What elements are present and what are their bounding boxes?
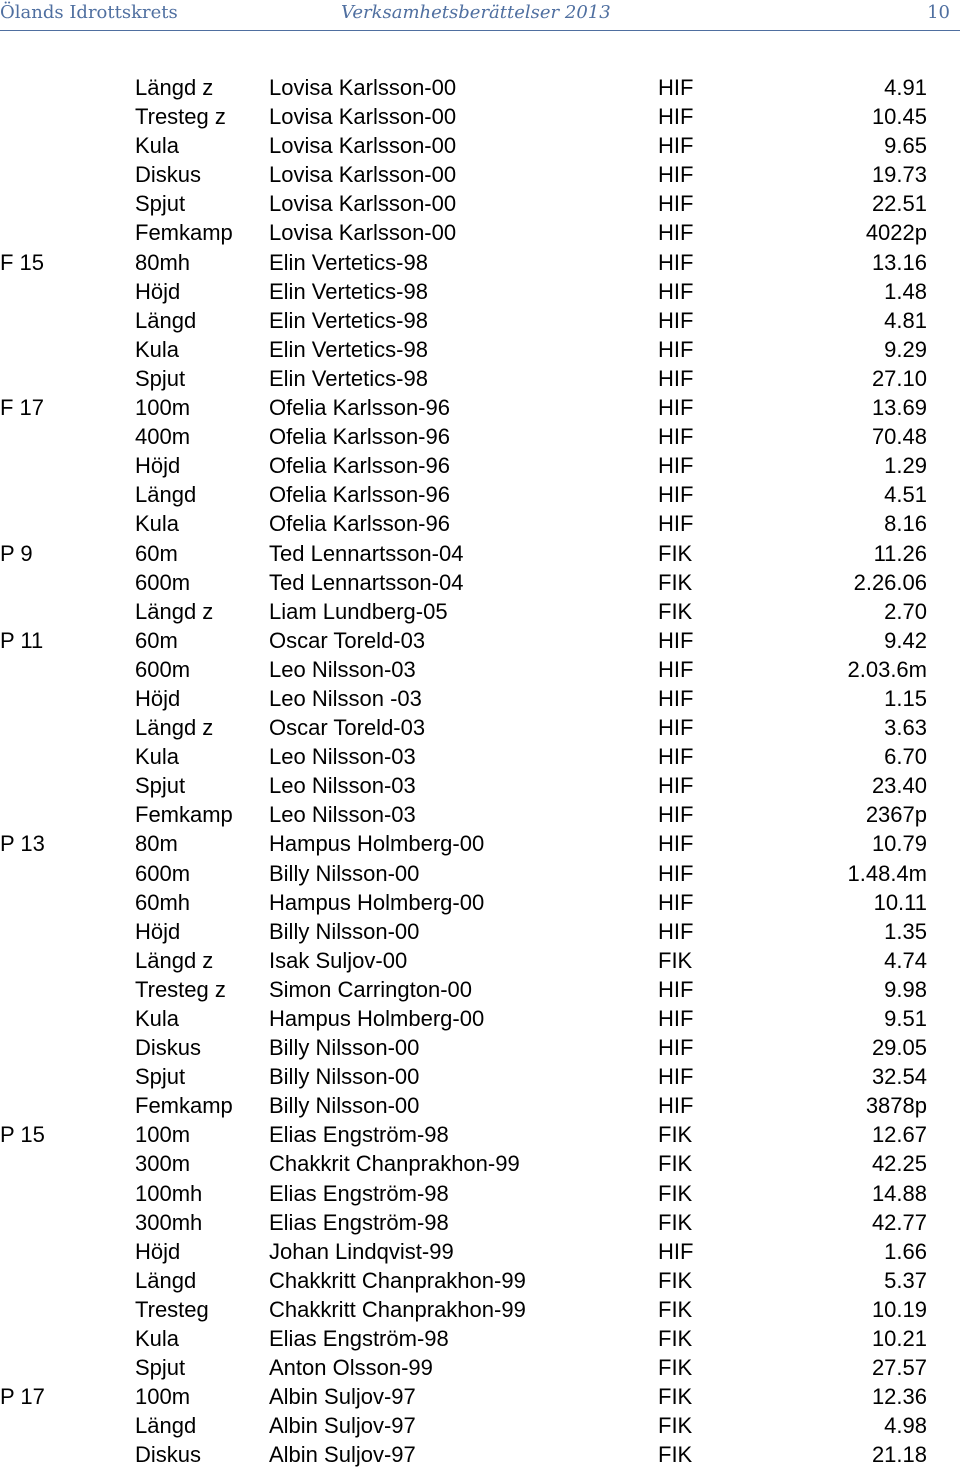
result-cell: 32.54 bbox=[871, 1064, 927, 1090]
club-cell: HIF bbox=[658, 133, 694, 159]
table-row bbox=[0, 859, 960, 888]
athlete-name-cell: Ofelia Karlsson-96 bbox=[269, 453, 450, 479]
event-cell: Höjd bbox=[135, 278, 181, 304]
result-cell: 9.98 bbox=[884, 976, 927, 1002]
result-cell: 4.51 bbox=[884, 482, 927, 508]
club-cell: FIK bbox=[658, 1442, 693, 1468]
table-row bbox=[0, 1266, 960, 1295]
table-row bbox=[0, 393, 960, 422]
table-row bbox=[0, 568, 960, 597]
document-title: Verksamhetsberättelser 2013 bbox=[341, 2, 611, 23]
event-cell: Femkamp bbox=[135, 220, 233, 246]
event-cell: Spjut bbox=[135, 1355, 186, 1381]
result-cell: 1.35 bbox=[884, 918, 927, 944]
club-cell: HIF bbox=[658, 1035, 694, 1061]
athlete-name-cell: Billy Nilsson-00 bbox=[269, 1035, 420, 1061]
event-cell: 80m bbox=[135, 831, 178, 857]
result-cell: 9.42 bbox=[884, 627, 927, 653]
event-cell: 80mh bbox=[135, 249, 191, 275]
athlete-name-cell: Elin Vertetics-98 bbox=[269, 365, 428, 391]
athlete-name-cell: Lovisa Karlsson-00 bbox=[269, 191, 457, 217]
club-cell: HIF bbox=[658, 220, 694, 246]
result-cell: 23.40 bbox=[871, 773, 927, 799]
club-cell: FIK bbox=[658, 947, 693, 973]
athlete-name-cell: Elin Vertetics-98 bbox=[269, 278, 428, 304]
result-cell: 10.79 bbox=[871, 831, 927, 857]
result-cell: 13.69 bbox=[871, 395, 927, 421]
result-cell: 6.70 bbox=[884, 744, 927, 770]
result-cell: 11.26 bbox=[873, 540, 927, 566]
event-cell: Höjd bbox=[135, 918, 181, 944]
organization-name: Ölands Idrottskrets bbox=[0, 2, 178, 23]
club-cell: FIK bbox=[658, 1267, 693, 1293]
athlete-name-cell: Albin Suljov-97 bbox=[269, 1442, 416, 1468]
athlete-name-cell: Ofelia Karlsson-96 bbox=[269, 511, 450, 537]
table-row bbox=[0, 73, 960, 102]
result-cell: 10.45 bbox=[871, 104, 927, 130]
event-cell: Längd z bbox=[135, 947, 214, 973]
club-cell: FIK bbox=[658, 540, 693, 566]
result-cell: 29.05 bbox=[871, 1035, 927, 1061]
athlete-name-cell: Lovisa Karlsson-00 bbox=[269, 75, 457, 100]
age-class-cell: P 13 bbox=[0, 831, 45, 857]
result-cell: 42.25 bbox=[871, 1151, 927, 1177]
table-row bbox=[0, 1149, 960, 1178]
result-cell: 1.66 bbox=[884, 1238, 927, 1264]
club-cell: FIK bbox=[658, 1209, 693, 1235]
table-row bbox=[0, 364, 960, 393]
club-cell: HIF bbox=[658, 685, 694, 711]
event-cell: Kula bbox=[135, 511, 180, 537]
age-class-cell: P 17 bbox=[0, 1384, 45, 1410]
table-row bbox=[0, 1295, 960, 1324]
event-cell: Höjd bbox=[135, 685, 181, 711]
result-cell: 10.19 bbox=[871, 1296, 927, 1322]
result-cell: 21.18 bbox=[871, 1442, 927, 1468]
event-cell: Spjut bbox=[135, 773, 186, 799]
club-cell: HIF bbox=[658, 656, 694, 682]
table-row bbox=[0, 1411, 960, 1440]
athlete-name-cell: Ofelia Karlsson-96 bbox=[269, 424, 450, 450]
age-class-cell: P 11 bbox=[0, 627, 44, 653]
club-cell: FIK bbox=[658, 1180, 693, 1206]
result-cell: 12.36 bbox=[871, 1384, 927, 1410]
result-cell: 9.29 bbox=[884, 336, 927, 362]
event-cell: Kula bbox=[135, 744, 180, 770]
event-cell: 100m bbox=[135, 1122, 191, 1148]
table-row bbox=[0, 655, 960, 684]
club-cell: HIF bbox=[658, 627, 694, 653]
athlete-name-cell: Albin Suljov-97 bbox=[269, 1384, 416, 1410]
athlete-name-cell: Chakkrit Chanprakhon-99 bbox=[269, 1151, 520, 1177]
club-cell: HIF bbox=[658, 773, 694, 799]
athlete-name-cell: Billy Nilsson-00 bbox=[269, 1064, 420, 1090]
age-class-cell: F 17 bbox=[0, 395, 45, 421]
table-row bbox=[0, 1237, 960, 1266]
club-cell: HIF bbox=[658, 511, 694, 537]
table-row bbox=[0, 248, 960, 277]
athlete-name-cell: Leo Nilsson-03 bbox=[269, 656, 416, 682]
table-row bbox=[0, 509, 960, 538]
result-cell: 4.91 bbox=[884, 75, 927, 100]
club-cell: HIF bbox=[658, 831, 694, 857]
table-row bbox=[0, 597, 960, 626]
club-cell: HIF bbox=[658, 104, 694, 130]
athlete-name-cell: Ted Lennartsson-04 bbox=[269, 569, 464, 595]
event-cell: Spjut bbox=[135, 1064, 186, 1090]
event-cell: 300m bbox=[135, 1151, 191, 1177]
athlete-name-cell: Albin Suljov-97 bbox=[269, 1413, 416, 1439]
event-cell: Längd z bbox=[135, 598, 214, 624]
event-cell: 400m bbox=[135, 424, 191, 450]
table-row bbox=[0, 131, 960, 160]
table-row bbox=[0, 1179, 960, 1208]
result-cell: 22.51 bbox=[871, 191, 927, 217]
result-cell: 10.21 bbox=[871, 1326, 927, 1352]
result-cell: 27.10 bbox=[871, 365, 927, 391]
club-cell: FIK bbox=[658, 1413, 693, 1439]
table-row bbox=[0, 1033, 960, 1062]
athlete-name-cell: Lovisa Karlsson-00 bbox=[269, 162, 457, 188]
result-cell: 9.65 bbox=[884, 133, 927, 159]
event-cell: 100m bbox=[135, 395, 191, 421]
club-cell: FIK bbox=[658, 1122, 693, 1148]
table-row bbox=[0, 829, 960, 858]
club-cell: HIF bbox=[658, 1006, 694, 1031]
table-row bbox=[0, 1091, 960, 1120]
table-row bbox=[0, 917, 960, 946]
table-row bbox=[0, 1208, 960, 1237]
table-row bbox=[0, 306, 960, 335]
event-cell: Kula bbox=[135, 133, 180, 159]
athlete-name-cell: Liam Lundberg-05 bbox=[269, 598, 448, 624]
event-cell: 600m bbox=[135, 860, 191, 886]
athlete-name-cell: Oscar Toreld-03 bbox=[269, 715, 426, 741]
event-cell: Spjut bbox=[135, 365, 186, 391]
athlete-name-cell: Elias Engström-98 bbox=[269, 1209, 449, 1235]
club-cell: HIF bbox=[658, 336, 694, 362]
event-cell: 60m bbox=[135, 627, 178, 653]
result-cell: 10.11 bbox=[873, 889, 927, 915]
athlete-name-cell: Leo Nilsson-03 bbox=[269, 802, 416, 828]
event-cell: Spjut bbox=[135, 191, 186, 217]
event-cell: 100mh bbox=[135, 1180, 203, 1206]
athlete-name-cell: Elin Vertetics-98 bbox=[269, 336, 428, 362]
club-cell: HIF bbox=[658, 482, 694, 508]
event-cell: Kula bbox=[135, 336, 180, 362]
event-cell: Kula bbox=[135, 1006, 180, 1031]
athlete-name-cell: Chakkritt Chanprakhon-99 bbox=[269, 1296, 526, 1322]
result-cell: 5.37 bbox=[884, 1267, 927, 1293]
event-cell: Diskus bbox=[135, 1035, 202, 1061]
table-row bbox=[0, 1324, 960, 1353]
athlete-name-cell: Leo Nilsson-03 bbox=[269, 773, 416, 799]
age-class-cell: P 9 bbox=[0, 540, 33, 566]
event-cell: Tresteg z bbox=[135, 976, 226, 1002]
club-cell: HIF bbox=[658, 1238, 694, 1264]
club-cell: HIF bbox=[658, 307, 694, 333]
result-cell: 14.88 bbox=[871, 1180, 927, 1206]
athlete-name-cell: Anton Olsson-99 bbox=[269, 1355, 433, 1381]
event-cell: Diskus bbox=[135, 162, 202, 188]
club-cell: FIK bbox=[658, 569, 693, 595]
club-cell: HIF bbox=[658, 191, 694, 217]
table-row bbox=[0, 946, 960, 975]
result-cell: 9.51 bbox=[884, 1006, 927, 1031]
club-cell: HIF bbox=[658, 75, 694, 100]
result-cell: 4.81 bbox=[884, 307, 927, 333]
club-cell: HIF bbox=[658, 395, 694, 421]
result-cell: 2.03.6m bbox=[847, 656, 927, 682]
header-divider bbox=[0, 30, 960, 31]
athlete-name-cell: Elin Vertetics-98 bbox=[269, 249, 428, 275]
club-cell: FIK bbox=[658, 1326, 693, 1352]
table-row bbox=[0, 102, 960, 131]
athlete-name-cell: Billy Nilsson-00 bbox=[269, 860, 420, 886]
table-row bbox=[0, 1353, 960, 1382]
event-cell: Höjd bbox=[135, 453, 181, 479]
result-cell: 1.48 bbox=[884, 278, 927, 304]
table-row bbox=[0, 626, 960, 655]
athlete-name-cell: Elias Engström-98 bbox=[269, 1326, 449, 1352]
athlete-name-cell: Oscar Toreld-03 bbox=[269, 627, 426, 653]
table-row bbox=[0, 277, 960, 306]
athlete-name-cell: Elias Engström-98 bbox=[269, 1122, 449, 1148]
table-row bbox=[0, 451, 960, 480]
result-cell: 70.48 bbox=[871, 424, 927, 450]
table-row bbox=[0, 713, 960, 742]
club-cell: HIF bbox=[658, 424, 694, 450]
table-row bbox=[0, 684, 960, 713]
result-cell: 4.98 bbox=[884, 1413, 927, 1439]
club-cell: FIK bbox=[658, 1151, 693, 1177]
event-cell: 600m bbox=[135, 656, 191, 682]
result-cell: 4.74 bbox=[884, 947, 927, 973]
club-cell: HIF bbox=[658, 1093, 694, 1119]
event-cell: Tresteg z bbox=[135, 104, 226, 130]
club-cell: FIK bbox=[658, 1296, 693, 1322]
club-cell: HIF bbox=[658, 802, 694, 828]
club-cell: HIF bbox=[658, 744, 694, 770]
result-cell: 4022p bbox=[865, 220, 927, 246]
club-cell: HIF bbox=[658, 715, 694, 741]
table-row bbox=[0, 1440, 960, 1469]
result-cell: 19.73 bbox=[871, 162, 927, 188]
page-number: 10 bbox=[927, 2, 950, 23]
result-cell: 2.70 bbox=[884, 598, 927, 624]
age-class-cell: F 15 bbox=[0, 249, 45, 275]
result-cell: 27.57 bbox=[871, 1355, 927, 1381]
athlete-name-cell: Hampus Holmberg-00 bbox=[269, 1006, 485, 1031]
athlete-name-cell: Johan Lindqvist-99 bbox=[269, 1238, 454, 1264]
result-cell: 1.29 bbox=[884, 453, 927, 479]
table-row bbox=[0, 160, 960, 189]
club-cell: HIF bbox=[658, 1064, 694, 1090]
club-cell: FIK bbox=[658, 1355, 693, 1381]
event-cell: 100m bbox=[135, 1384, 191, 1410]
event-cell: 60mh bbox=[135, 889, 191, 915]
table-row bbox=[0, 975, 960, 1004]
table-row bbox=[0, 189, 960, 218]
event-cell: 300mh bbox=[135, 1209, 203, 1235]
club-cell: HIF bbox=[658, 249, 694, 275]
athlete-name-cell: Billy Nilsson-00 bbox=[269, 918, 420, 944]
club-cell: FIK bbox=[658, 1384, 693, 1410]
result-cell: 42.77 bbox=[871, 1209, 927, 1235]
club-cell: HIF bbox=[658, 278, 694, 304]
athlete-name-cell: Lovisa Karlsson-00 bbox=[269, 220, 457, 246]
event-cell: 600m bbox=[135, 569, 191, 595]
result-cell: 1.48.4m bbox=[847, 860, 927, 886]
result-cell: 8.16 bbox=[884, 511, 927, 537]
athlete-name-cell: Billy Nilsson-00 bbox=[269, 1093, 420, 1119]
table-row bbox=[0, 335, 960, 364]
event-cell: Längd z bbox=[135, 715, 214, 741]
event-cell: Femkamp bbox=[135, 802, 233, 828]
athlete-name-cell: Hampus Holmberg-00 bbox=[269, 889, 485, 915]
event-cell: Längd bbox=[135, 1413, 197, 1439]
result-cell: 13.16 bbox=[871, 249, 927, 275]
result-cell: 2.26.06 bbox=[853, 569, 927, 595]
event-cell: Längd z bbox=[135, 75, 214, 100]
table-row bbox=[0, 422, 960, 451]
table-row bbox=[0, 539, 960, 568]
table-row bbox=[0, 480, 960, 509]
athlete-name-cell: Elin Vertetics-98 bbox=[269, 307, 428, 333]
result-cell: 2367p bbox=[865, 802, 927, 828]
athlete-name-cell: Chakkritt Chanprakhon-99 bbox=[269, 1267, 526, 1293]
club-cell: HIF bbox=[658, 453, 694, 479]
page-header bbox=[0, 0, 960, 30]
athlete-name-cell: Isak Suljov-00 bbox=[269, 947, 408, 973]
club-cell: FIK bbox=[658, 598, 693, 624]
club-cell: HIF bbox=[658, 860, 694, 886]
event-cell: Längd bbox=[135, 482, 197, 508]
club-cell: HIF bbox=[658, 162, 694, 188]
athlete-name-cell: Ofelia Karlsson-96 bbox=[269, 482, 450, 508]
club-cell: HIF bbox=[658, 889, 694, 915]
athlete-name-cell: Hampus Holmberg-00 bbox=[269, 831, 485, 857]
table-row bbox=[0, 218, 960, 247]
table-row bbox=[0, 742, 960, 771]
club-cell: HIF bbox=[658, 918, 694, 944]
athlete-name-cell: Ted Lennartsson-04 bbox=[269, 540, 464, 566]
athlete-name-cell: Lovisa Karlsson-00 bbox=[269, 133, 457, 159]
result-cell: 3878p bbox=[865, 1093, 927, 1119]
athlete-name-cell: Lovisa Karlsson-00 bbox=[269, 104, 457, 130]
event-cell: 60m bbox=[135, 540, 178, 566]
table-row bbox=[0, 1120, 960, 1149]
result-cell: 1.15 bbox=[884, 685, 927, 711]
event-cell: Längd bbox=[135, 307, 197, 333]
event-cell: Längd bbox=[135, 1267, 197, 1293]
event-cell: Femkamp bbox=[135, 1093, 233, 1119]
event-cell: Kula bbox=[135, 1326, 180, 1352]
age-class-cell: P 15 bbox=[0, 1122, 45, 1148]
table-row bbox=[0, 800, 960, 829]
athlete-name-cell: Ofelia Karlsson-96 bbox=[269, 395, 450, 421]
event-cell: Diskus bbox=[135, 1442, 202, 1468]
club-cell: HIF bbox=[658, 976, 694, 1002]
result-cell: 3.63 bbox=[884, 715, 927, 741]
results-table bbox=[0, 73, 960, 1470]
event-cell: Tresteg bbox=[135, 1296, 209, 1322]
athlete-name-cell: Leo Nilsson-03 bbox=[269, 744, 416, 770]
club-cell: HIF bbox=[658, 365, 694, 391]
table-row bbox=[0, 771, 960, 800]
event-cell: Höjd bbox=[135, 1238, 181, 1264]
table-row bbox=[0, 1004, 960, 1033]
table-row bbox=[0, 1062, 960, 1091]
athlete-name-cell: Simon Carrington-00 bbox=[269, 976, 472, 1002]
table-row bbox=[0, 1382, 960, 1411]
athlete-name-cell: Leo Nilsson -03 bbox=[269, 685, 422, 711]
result-cell: 12.67 bbox=[871, 1122, 927, 1148]
table-row bbox=[0, 888, 960, 917]
athlete-name-cell: Elias Engström-98 bbox=[269, 1180, 449, 1206]
